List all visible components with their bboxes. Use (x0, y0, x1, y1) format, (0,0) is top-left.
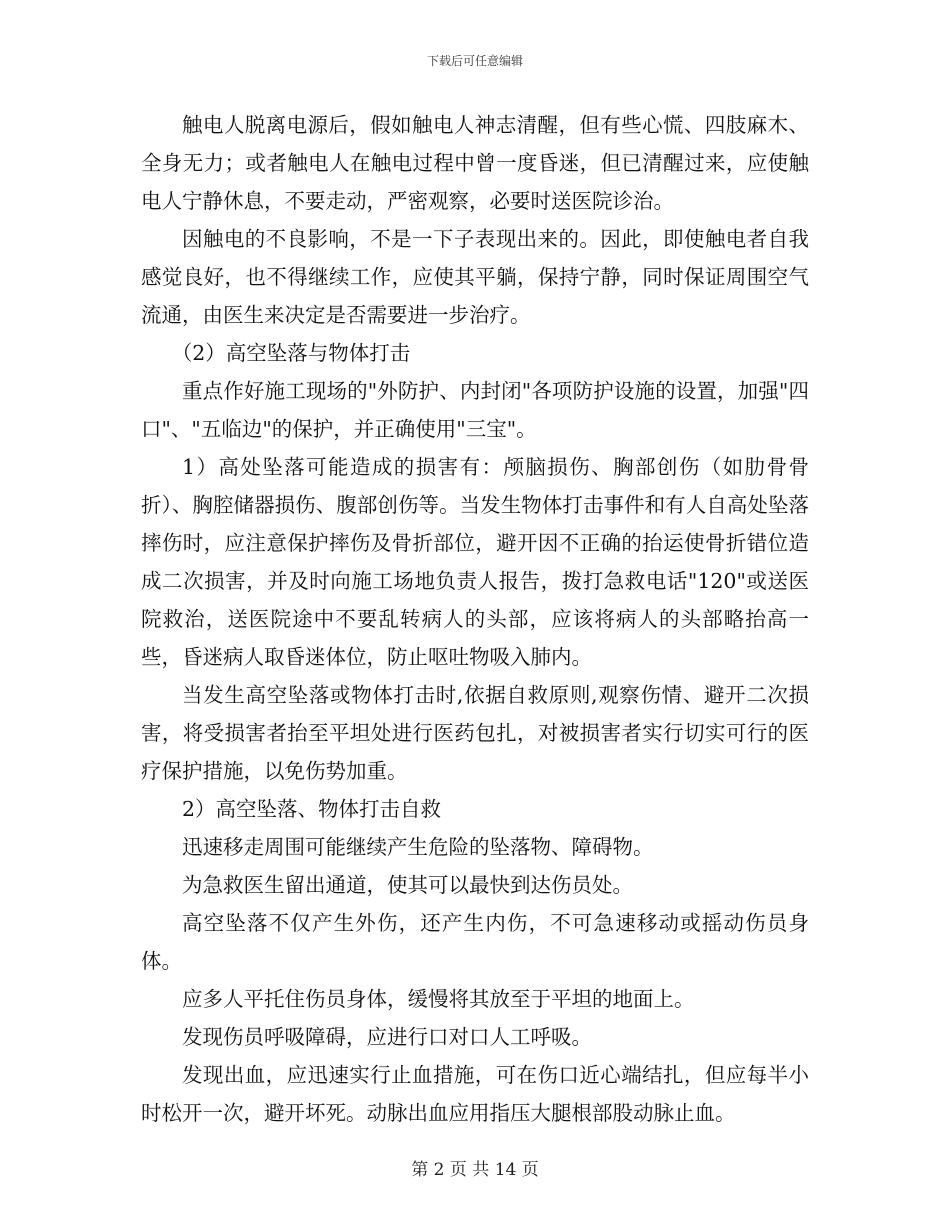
paragraph: 重点作好施工现场的"外防护、内封闭"各项防护设施的设置，加强"四口"、"五临边"的保护，并正确使用"三宝"。 (141, 379, 809, 441)
paragraph: 发现出血，应迅速实行止血措施，可在伤口近心端结扎，但应每半小时松开一次，避开坏死。动脉出血应用指压大腿根部股动脉止血。 (141, 1063, 809, 1125)
paragraph: 高空坠落不仅产生外伤，还产生内伤，不可急速移动或摇动伤员身体。 (141, 911, 809, 973)
paragraph: 触电人脱离电源后，假如触电人神志清醒，但有些心慌、四肢麻木、全身无力；或者触电人在触电过程中曾一度昏迷，但已清醒过来，应使触电人宁静休息，不要走动，严密观察，必要时送医院诊治。 (141, 113, 809, 213)
paragraph: 当发生高空坠落或物体打击时,依据自救原则,观察伤情、避开二次损害，将受损害者抬至平坦处进行医药包扎，对被损害者实行切实可行的医疗保护措施，以免伤势加重。 (141, 683, 809, 783)
paragraph: 发现伤员呼吸障碍，应进行口对口人工呼吸。 (182, 1025, 592, 1049)
document-body (141, 106, 809, 1132)
paragraph: 1）高处坠落可能造成的损害有：颅脑损伤、胸部创伤（如肋骨骨折）、胸腔储器损伤、腹部创伤等。当发生物体打击事件和有人自高处坠落摔伤时，应注意保护摔伤及骨折部位，避开因不正确的抬运使骨折错位造成二次损害，并及时向施工场地负责人报告，拨打急救电话"120"或送医院救治，送医院途中不要乱转病人的头部，应该将病人的头部略抬高一些，昏迷病人取昏迷体位，防止呕吐物吸入肺内。 (141, 455, 809, 669)
subsection-heading: 2）高空坠落、物体打击自救 (182, 797, 442, 821)
paragraph: 应多人平托住伤员身体，缓慢将其放至于平坦的地面上。 (182, 987, 695, 1011)
paragraph: 迅速移走周围可能继续产生危险的坠落物、障碍物。 (182, 835, 654, 859)
section-heading: （2）高空坠落与物体打击 (171, 341, 411, 365)
page-header: 下载后可任意编辑 (426, 54, 523, 68)
paragraph: 因触电的不良影响，不是一下子表现出来的。因此，即使触电者自我感觉良好，也不得继续工作，应使其平躺，保持宁静，同时保证周围空气流通，由医生来决定是否需要进一步治疗。 (141, 227, 809, 327)
page-footer: 第 2 页 共 14 页 (411, 1160, 539, 1180)
paragraph: 为急救医生留出通道，使其可以最快到达伤员处。 (182, 873, 633, 897)
